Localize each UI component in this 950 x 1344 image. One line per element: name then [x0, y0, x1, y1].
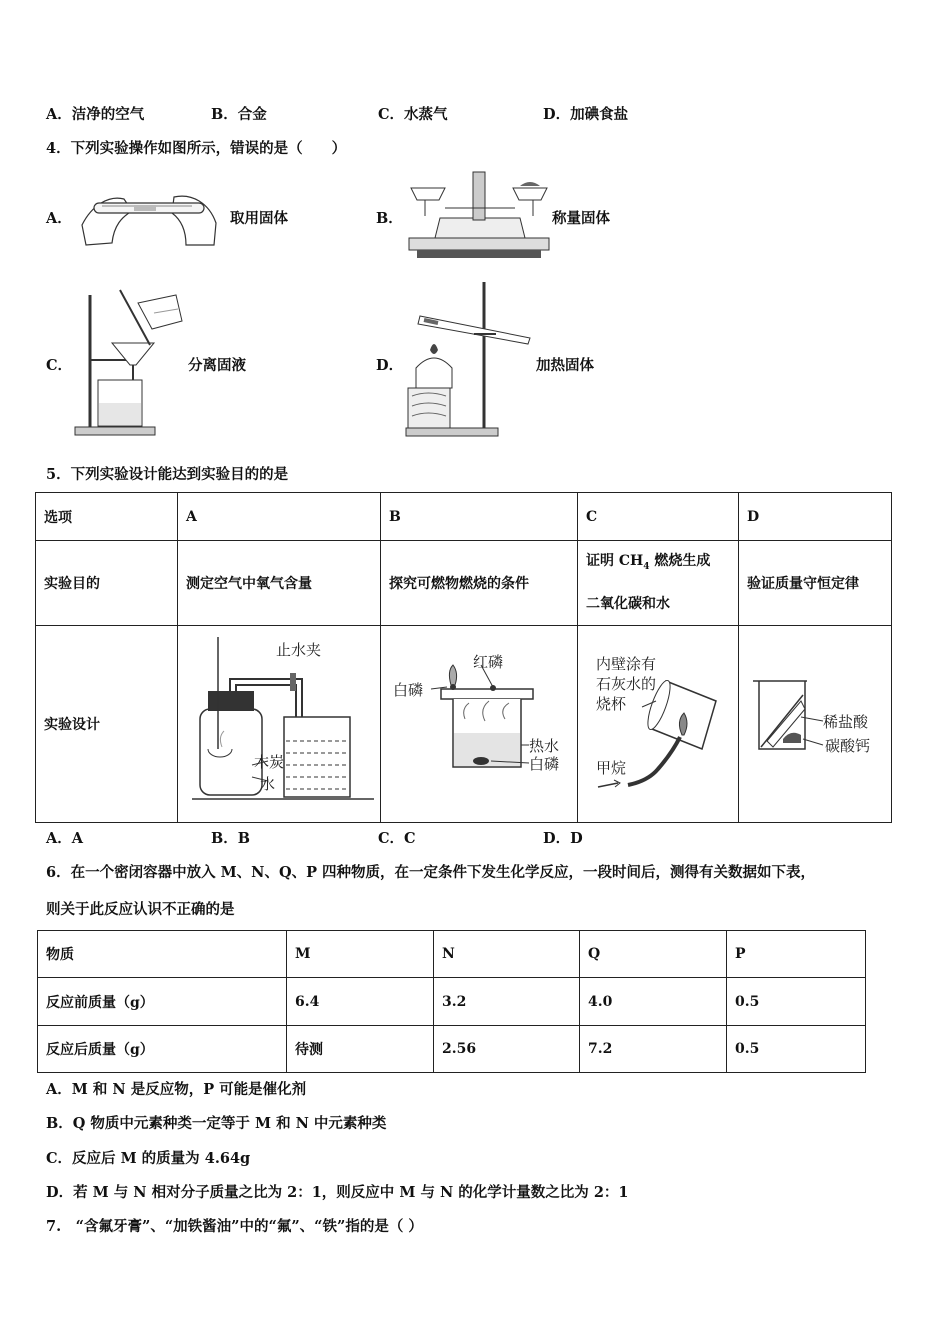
- q3-option-d: D．加碘食盐: [543, 106, 629, 123]
- q4-a-caption: 取用固体: [230, 210, 288, 227]
- q6-stem-line1: 6．在一个密闭容器中放入 M、N、Q、P 四种物质，在一定条件下发生化学反应，一段时间后，测得有关数据如下表，: [46, 864, 816, 881]
- q5-option-a: A．A: [46, 830, 84, 847]
- q5-purpose-c-sub: 4: [643, 561, 650, 572]
- q5-purpose-b: 探究可燃物燃烧的条件: [381, 541, 578, 626]
- label-water: 水: [260, 775, 276, 793]
- q6-option-c: C．反应后 M 的质量为 4.64g: [46, 1150, 251, 1167]
- q5-purpose-c-post: 燃烧生成: [649, 553, 711, 570]
- q4-b-caption: 称量固体: [552, 210, 610, 227]
- q6-option-b: B．Q 物质中元素种类一定等于 M 和 N 中元素种类: [46, 1115, 387, 1132]
- label-inner1: 内壁涂有: [595, 655, 656, 673]
- q6-cell: 待测: [287, 1026, 434, 1073]
- q5-purpose-d: 验证质量守恒定律: [739, 541, 892, 626]
- q6-cell: 3.2: [434, 978, 580, 1026]
- q5-design-label: 实验设计: [36, 626, 178, 823]
- q6-cell: 反应后质量（g）: [38, 1026, 287, 1073]
- label-white-p2: 白磷: [529, 755, 560, 773]
- q6-header-row: [38, 931, 866, 978]
- q5-design-row: [36, 626, 892, 823]
- q6-option-a: A．M 和 N 是反应物，P 可能是催化剂: [46, 1081, 307, 1098]
- label-red-p: 红磷: [473, 653, 504, 671]
- label-inner2: 石灰水的: [595, 675, 656, 693]
- label-inner3: 烧杯: [595, 695, 626, 713]
- q3-option-c: C．水蒸气: [378, 106, 448, 123]
- q6-stem-line2: 则关于此反应认识不正确的是: [46, 901, 235, 918]
- mass-conservation-apparatus: [739, 629, 891, 819]
- q5-option-c: C．C: [378, 830, 416, 847]
- label-white-p: 白磷: [393, 681, 424, 699]
- table-row: [38, 1026, 866, 1073]
- filtration-figure: [72, 285, 187, 440]
- balance-figure: [405, 170, 555, 262]
- label-hot-water: 热水: [529, 737, 560, 755]
- q3-option-a: A．洁净的空气: [46, 106, 145, 123]
- q5-option-b: B．B: [211, 830, 251, 847]
- q5-purpose-c-pre: 证明 CH: [585, 553, 644, 570]
- q6-header-cell: 物质: [38, 931, 287, 978]
- q5-header-row: [36, 493, 892, 541]
- heating-solid-figure: [402, 278, 532, 440]
- label-clamp: 止水夹: [276, 641, 322, 659]
- q6-cell: 2.56: [434, 1026, 580, 1073]
- q5-header-cell: 选项: [36, 493, 178, 541]
- q6-header-cell: N: [434, 931, 580, 978]
- label-caco3: 碳酸钙: [825, 737, 871, 755]
- q5-purpose-label: 实验目的: [36, 541, 178, 626]
- oxygen-content-apparatus: [178, 629, 378, 819]
- q5-purpose-c: [577, 541, 738, 626]
- q5-purpose-c-line2: 二氧化碳和水: [585, 595, 670, 612]
- q6-cell: 6.4: [287, 978, 434, 1026]
- combustion-condition-apparatus: [381, 629, 575, 819]
- q5-header-cell: B: [381, 493, 578, 541]
- q5-header-cell: C: [577, 493, 738, 541]
- q5-header-cell: D: [739, 493, 892, 541]
- q6-cell: 4.0: [580, 978, 727, 1026]
- q6-cell: 0.5: [727, 1026, 866, 1073]
- q5-option-d: D．D: [543, 830, 583, 847]
- hands-test-tube-figure: [74, 185, 224, 250]
- q6-header-cell: M: [287, 931, 434, 978]
- q5-design-c: [577, 626, 738, 823]
- q4-stem: 4．下列实验操作如图所示，错误的是（ ）: [46, 140, 347, 157]
- q5-stem: 5．下列实验设计能达到实验目的的是: [46, 466, 289, 483]
- label-charcoal: 木炭: [254, 753, 285, 771]
- q5-purpose-a: 测定空气中氧气含量: [178, 541, 381, 626]
- q4-b-letter: B．: [376, 210, 403, 227]
- q5-header-cell: A: [178, 493, 381, 541]
- q7-stem: 7. “含氟牙膏”、“加铁酱油”中的“氟”、“铁”指的是（ ）: [46, 1218, 423, 1235]
- q6-cell: 0.5: [727, 978, 866, 1026]
- q4-d-caption: 加热固体: [536, 357, 594, 374]
- label-methane: 甲烷: [595, 759, 626, 777]
- q6-header-cell: P: [727, 931, 866, 978]
- q4-c-letter: C．: [46, 357, 73, 374]
- q6-option-d: D．若 M 与 N 相对分子质量之比为 2：1，则反应中 M 与 N 的化学计量数之比为 2：1: [46, 1184, 629, 1201]
- q5-design-d: [739, 626, 892, 823]
- q6-table: [37, 930, 866, 1073]
- label-hcl: 稀盐酸: [823, 713, 869, 731]
- q5-table: [35, 492, 892, 823]
- q5-purpose-row: [36, 541, 892, 626]
- q4-a-letter: A．: [46, 210, 72, 227]
- q6-cell: 反应前质量（g）: [38, 978, 287, 1026]
- q4-d-letter: D．: [376, 357, 404, 374]
- methane-combustion-apparatus: [578, 629, 736, 819]
- q5-design-b: [381, 626, 578, 823]
- q5-design-a: [178, 626, 381, 823]
- q6-cell: 7.2: [580, 1026, 727, 1073]
- q3-option-b: B．合金: [211, 106, 267, 123]
- q4-c-caption: 分离固液: [188, 357, 246, 374]
- table-row: [38, 978, 866, 1026]
- q6-header-cell: Q: [580, 931, 727, 978]
